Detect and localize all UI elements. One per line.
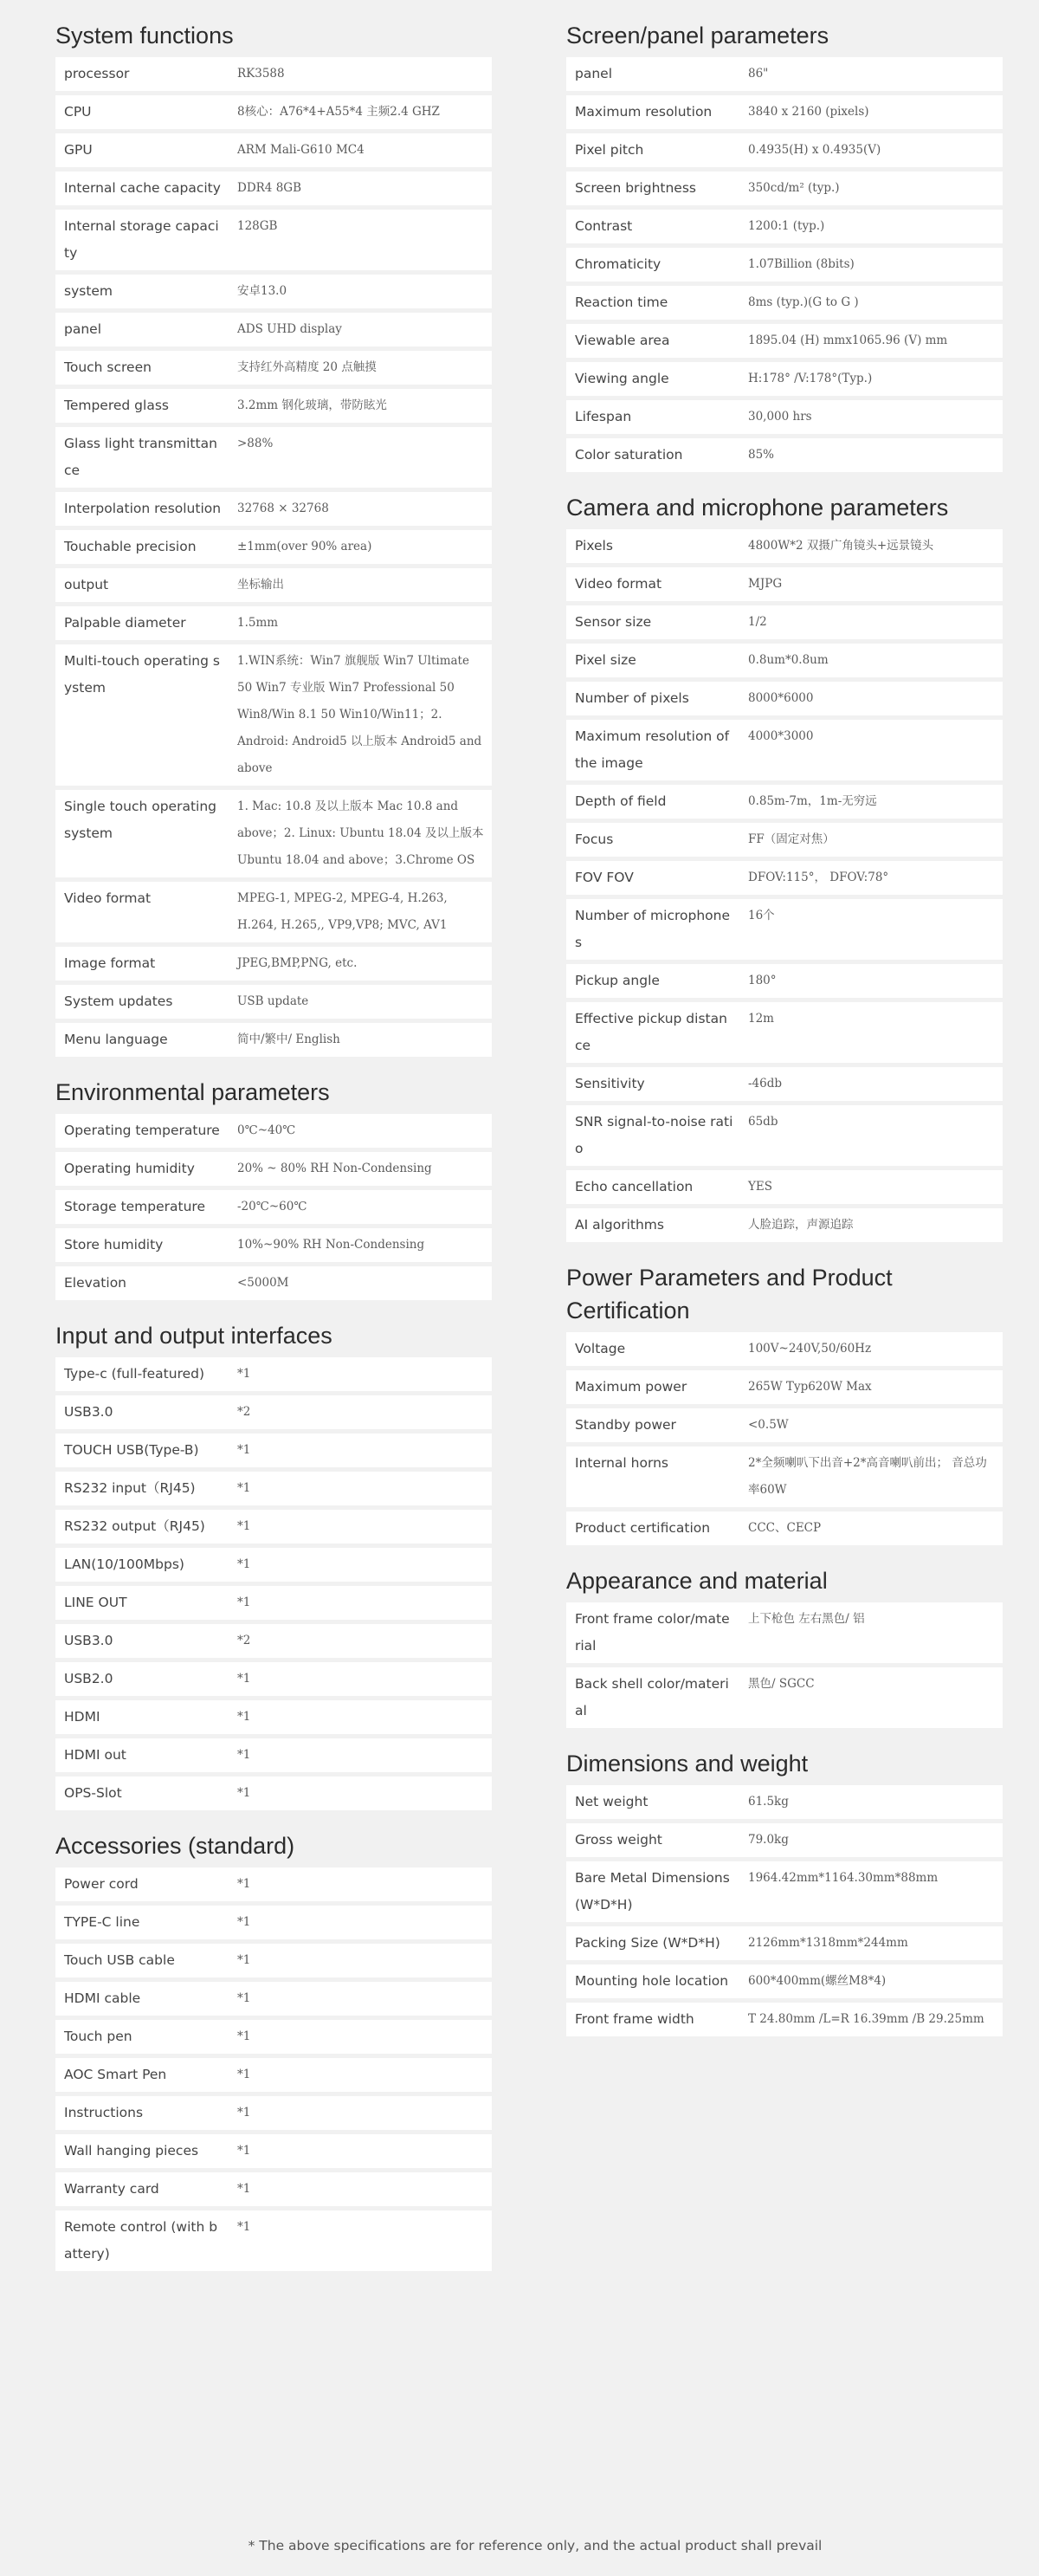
spec-row — [55, 985, 492, 1019]
spec-row — [55, 1472, 492, 1505]
spec-value: *1 — [237, 2144, 251, 2158]
spec-label: Single touch operating system — [64, 799, 217, 841]
spec-value: JPEG,BMP,PNG, etc. — [237, 956, 358, 970]
spec-label: panel — [64, 321, 102, 337]
spec-label: Color saturation — [575, 447, 683, 463]
section-title: Input and output interfaces — [55, 1323, 332, 1349]
spec-label: Lifespan — [575, 409, 632, 424]
section-power-parameters-and-product-certification — [566, 1261, 1003, 1545]
right-column — [566, 0, 1003, 2041]
spec-value: 2*全频喇叭下出音+2*高音喇叭前出； 音总功率60W — [748, 1456, 987, 1497]
spec-label: Pickup angle — [575, 973, 660, 988]
spec-value: H:178° /V:178°(Typ.) — [748, 372, 873, 385]
spec-label: Touchable precision — [64, 539, 197, 554]
spec-row — [55, 95, 492, 129]
spec-row — [55, 1738, 492, 1772]
spec-label: Video format — [575, 576, 662, 592]
spec-label: Back shell color/material — [575, 1676, 729, 1718]
spec-value: 3.2mm 钢化玻璃，带防眩光 — [237, 398, 387, 412]
spec-value: T 24.80mm /L=R 16.39mm /B 29.25mm — [748, 2012, 984, 2026]
spec-value: 8000*6000 — [748, 691, 814, 705]
spec-row — [55, 172, 492, 205]
spec-value: DFOV:115°， DFOV:78° — [748, 871, 889, 884]
spec-value: -46db — [748, 1077, 783, 1091]
spec-label: TOUCH USB(Type-B) — [64, 1442, 199, 1458]
spec-value: 86" — [748, 67, 769, 81]
spec-row — [566, 964, 1003, 998]
spec-row — [55, 210, 492, 270]
spec-label: Video format — [64, 890, 152, 906]
spec-value: 600*400mm(螺丝M8*4) — [748, 1974, 887, 1988]
spec-label: AI algorithms — [575, 1217, 664, 1233]
spec-row — [566, 682, 1003, 715]
spec-row — [566, 823, 1003, 857]
spec-row — [55, 1152, 492, 1186]
spec-row — [55, 1944, 492, 1977]
spec-row — [566, 1964, 1003, 1998]
footnote: * The above specifications are for reference only, and the actual product shall prevail — [248, 2538, 823, 2553]
spec-label: Packing Size (W*D*H) — [575, 1935, 720, 1951]
spec-value: *1 — [237, 1481, 251, 1495]
spec-value: 128GB — [237, 219, 278, 233]
spec-row — [566, 899, 1003, 960]
spec-value: *1 — [237, 1367, 251, 1381]
spec-row — [55, 2172, 492, 2206]
spec-value: 0.85m-7m，1m-无穷远 — [748, 794, 877, 808]
spec-row — [566, 529, 1003, 563]
spec-row — [55, 313, 492, 346]
spec-label: USB2.0 — [64, 1671, 113, 1686]
spec-label: RS232 input（RJ45) — [64, 1480, 196, 1496]
spec-row — [55, 790, 492, 877]
spec-value: 265W Typ620W Max — [748, 1380, 872, 1394]
spec-row — [55, 2058, 492, 2092]
spec-label: Internal storage capacity — [64, 218, 219, 261]
spec-value: 1964.42mm*1164.30mm*88mm — [748, 1871, 939, 1885]
spec-label: Net weight — [575, 1794, 649, 1809]
spec-value: 0℃~40℃ — [237, 1123, 296, 1137]
spec-row — [55, 568, 492, 602]
spec-label: USB3.0 — [64, 1633, 113, 1648]
spec-value: *2 — [237, 1405, 251, 1419]
spec-label: Store humidity — [64, 1237, 164, 1252]
spec-value: *2 — [237, 1634, 251, 1647]
spec-row — [55, 1548, 492, 1582]
section-dimensions-and-weight — [566, 1747, 1003, 2036]
spec-value: 12m — [748, 1012, 774, 1026]
section-input-and-output-interfaces — [55, 1319, 492, 1810]
spec-row — [566, 1332, 1003, 1366]
spec-label: OPS-Slot — [64, 1785, 122, 1801]
spec-row — [566, 324, 1003, 358]
spec-row — [55, 947, 492, 981]
spec-row — [566, 438, 1003, 472]
spec-value: 100V~240V,50/60Hz — [748, 1342, 872, 1356]
spec-value: ADS UHD display — [237, 322, 342, 336]
spec-label: output — [64, 577, 109, 592]
spec-label: Instructions — [64, 2105, 144, 2120]
spec-row — [566, 133, 1003, 167]
spec-row — [566, 248, 1003, 282]
spec-value: *1 — [237, 1595, 251, 1609]
spec-label: Touch USB cable — [64, 1952, 175, 1968]
spec-value: >88% — [237, 437, 274, 450]
spec-value: *1 — [237, 2029, 251, 2043]
spec-label: HDMI — [64, 1709, 100, 1725]
spec-row — [55, 1023, 492, 1057]
spec-row — [55, 1624, 492, 1658]
spec-row — [55, 1190, 492, 1224]
spec-value: *1 — [237, 1915, 251, 1929]
spec-label: Maximum resolution — [575, 104, 713, 120]
spec-row — [566, 605, 1003, 639]
spec-row — [566, 2003, 1003, 2036]
section-title: Appearance and material — [566, 1568, 828, 1594]
spec-value: 79.0kg — [748, 1833, 789, 1847]
spec-row — [55, 1662, 492, 1696]
section-appearance-and-material — [566, 1564, 1003, 1728]
spec-row — [566, 720, 1003, 780]
spec-value: RK3588 — [237, 67, 285, 81]
spec-label: Type-c (full-featured) — [64, 1366, 205, 1382]
spec-value: 180° — [748, 974, 777, 987]
spec-row — [55, 1906, 492, 1939]
spec-value: 61.5kg — [748, 1795, 789, 1809]
spec-row — [55, 1982, 492, 2016]
spec-label: RS232 output（RJ45) — [64, 1518, 205, 1534]
spec-value: 65db — [748, 1115, 778, 1129]
spec-value: 1. Mac: 10.8 及以上版本 Mac 10.8 and above；2. Linux: Ubuntu 18.04 及以上版本 Ubuntu 18.04 and above；3.Chrome OS — [237, 799, 484, 867]
spec-label: HDMI out — [64, 1747, 126, 1763]
spec-value: *1 — [237, 1519, 251, 1533]
spec-label: Pixel pitch — [575, 142, 644, 158]
spec-label: Elevation — [64, 1275, 126, 1291]
spec-row — [55, 1395, 492, 1429]
spec-label: Standby power — [575, 1417, 676, 1433]
section-title: Screen/panel parameters — [566, 23, 829, 49]
spec-row — [55, 1700, 492, 1734]
spec-row — [55, 492, 492, 526]
spec-row — [566, 95, 1003, 129]
spec-row — [55, 606, 492, 640]
section-title: Camera and microphone parameters — [566, 495, 949, 521]
spec-label: Storage temperature — [64, 1199, 205, 1214]
spec-row — [55, 1867, 492, 1901]
spec-label: Maximum power — [575, 1379, 687, 1395]
spec-value: <5000M — [237, 1276, 289, 1290]
spec-label: Pixel size — [575, 652, 636, 668]
spec-row — [566, 1170, 1003, 1204]
spec-label: Touch pen — [64, 2029, 132, 2044]
spec-value: 85% — [748, 448, 775, 462]
spec-label: Wall hanging pieces — [64, 2143, 199, 2159]
spec-row — [566, 1408, 1003, 1442]
section-title: Accessories (standard) — [55, 1833, 295, 1859]
spec-label: Effective pickup distance — [575, 1011, 727, 1053]
section-camera-and-microphone-parameters — [566, 491, 1003, 1242]
spec-row — [55, 2134, 492, 2168]
spec-value: DDR4 8GB — [237, 181, 301, 195]
spec-value: -20℃~60℃ — [237, 1200, 307, 1214]
spec-value: 黑色/ SGCC — [748, 1677, 815, 1691]
spec-label: Touch screen — [64, 359, 152, 375]
spec-value: 1200:1 (typ.) — [748, 219, 825, 233]
spec-label: Number of microphones — [575, 908, 731, 950]
spec-row — [55, 1228, 492, 1262]
spec-value: YES — [748, 1180, 773, 1194]
spec-value: ±1mm(over 90% area) — [237, 540, 372, 553]
spec-label: Operating humidity — [64, 1161, 195, 1176]
spec-row — [55, 1357, 492, 1391]
spec-value: *1 — [237, 1672, 251, 1686]
spec-label: Product certification — [575, 1520, 711, 1536]
spec-value: MPEG-1, MPEG-2, MPEG-4, H.263, H.264, H.265,, VP9,VP8; MVC, AV1 — [237, 891, 448, 932]
spec-row — [566, 1861, 1003, 1922]
spec-row — [566, 210, 1003, 243]
spec-label: Image format — [64, 955, 156, 971]
spec-label: Sensitivity — [575, 1076, 645, 1091]
spec-value: 简中/繁中/ English — [237, 1032, 340, 1046]
spec-value: *1 — [237, 1877, 251, 1891]
spec-label: Focus — [575, 832, 614, 847]
spec-row — [55, 2096, 492, 2130]
spec-row — [566, 1511, 1003, 1545]
spec-label: TYPE-C line — [64, 1914, 140, 1930]
spec-row — [55, 644, 492, 786]
spec-value: *1 — [237, 2182, 251, 2196]
spec-label: Operating temperature — [64, 1123, 220, 1138]
spec-label: Front frame color/material — [575, 1611, 730, 1654]
spec-label: Echo cancellation — [575, 1179, 694, 1194]
spec-row — [566, 1105, 1003, 1166]
spec-value: 1.07Billion (8bits) — [748, 257, 855, 271]
spec-value: 30,000 hrs — [748, 410, 812, 424]
spec-row — [55, 57, 492, 91]
spec-row — [566, 1447, 1003, 1507]
spec-label: Internal horns — [575, 1455, 668, 1471]
spec-row — [566, 172, 1003, 205]
spec-row — [566, 286, 1003, 320]
spec-value: MJPG — [748, 577, 783, 591]
spec-value: 支持红外高精度 20 点触摸 — [237, 360, 377, 374]
spec-row — [55, 1114, 492, 1148]
spec-row — [566, 1208, 1003, 1242]
spec-row — [55, 2020, 492, 2054]
spec-value: *1 — [237, 1443, 251, 1457]
spec-label: Maximum resolution of the image — [575, 728, 730, 771]
spec-row — [566, 362, 1003, 396]
spec-row — [55, 351, 492, 385]
spec-label: CPU — [64, 104, 92, 120]
spec-row — [566, 644, 1003, 677]
spec-value: *1 — [237, 1748, 251, 1762]
spec-row — [55, 133, 492, 167]
spec-row — [566, 1926, 1003, 1960]
spec-value: 上下枪色 左右黑色/ 铝 — [748, 1612, 865, 1626]
spec-label: Reaction time — [575, 294, 668, 310]
spec-value: 1/2 — [748, 615, 767, 629]
spec-row — [566, 1067, 1003, 1101]
spec-row — [55, 1777, 492, 1810]
spec-row — [55, 2210, 492, 2271]
section-title: Power Parameters and Product Certification — [566, 1265, 893, 1324]
spec-value: *1 — [237, 2068, 251, 2081]
spec-label: Front frame width — [575, 2011, 694, 2027]
spec-value: <0.5W — [748, 1418, 789, 1432]
spec-label: Palpable diameter — [64, 615, 186, 631]
spec-value: 0.4935(H) x 0.4935(V) — [748, 143, 881, 157]
spec-row — [55, 1266, 492, 1300]
spec-label: processor — [64, 66, 130, 81]
spec-label: LINE OUT — [64, 1595, 127, 1610]
spec-row — [55, 275, 492, 308]
spec-row — [566, 567, 1003, 601]
spec-label: panel — [575, 66, 613, 81]
section-title: System functions — [55, 23, 234, 49]
spec-label: Menu language — [64, 1032, 168, 1047]
spec-value: 坐标输出 — [237, 578, 284, 592]
left-column — [55, 0, 492, 2275]
spec-row — [566, 1370, 1003, 1404]
spec-label: HDMI cable — [64, 1990, 141, 2006]
spec-label: Number of pixels — [575, 690, 689, 706]
spec-value: USB update — [237, 994, 309, 1008]
section-title: Environmental parameters — [55, 1079, 330, 1105]
spec-value: *1 — [237, 1953, 251, 1967]
spec-value: *1 — [237, 2106, 251, 2120]
spec-label: Interpolation resolution — [64, 501, 222, 516]
spec-value: 32768 × 32768 — [237, 502, 329, 515]
spec-value: *1 — [237, 1557, 251, 1571]
spec-row — [566, 1602, 1003, 1663]
spec-value: 20% ~ 80% RH Non-Condensing — [237, 1162, 432, 1175]
spec-row — [566, 785, 1003, 819]
spec-value: 1895.04 (H) mmx1065.96 (V) mm — [748, 333, 948, 347]
spec-label: Pixels — [575, 538, 613, 553]
spec-label: Mounting hole location — [575, 1973, 729, 1989]
spec-row — [55, 530, 492, 564]
spec-label: Viewing angle — [575, 371, 669, 386]
spec-value: 2126mm*1318mm*244mm — [748, 1936, 908, 1950]
spec-label: Warranty card — [64, 2181, 159, 2197]
spec-value: 人脸追踪，声源追踪 — [748, 1218, 854, 1232]
spec-value: 10%~90% RH Non-Condensing — [237, 1238, 425, 1252]
spec-label: Chromaticity — [575, 256, 661, 272]
spec-value: 8核心：A76*4+A55*4 主频2.4 GHZ — [237, 105, 440, 119]
spec-label: USB3.0 — [64, 1404, 113, 1420]
spec-label: Screen brightness — [575, 180, 696, 196]
spec-label: Internal cache capacity — [64, 180, 221, 196]
spec-row — [566, 1002, 1003, 1063]
spec-label: Gross weight — [575, 1832, 662, 1848]
spec-label: Glass light transmittance — [64, 436, 217, 478]
spec-value: 4000*3000 — [748, 729, 814, 743]
section-screen-panel-parameters — [566, 19, 1003, 472]
spec-value: 0.8um*0.8um — [748, 653, 829, 667]
spec-value: 安卓13.0 — [237, 284, 287, 298]
spec-value: 4800W*2 双摄广角镜头+远景镜头 — [748, 539, 934, 553]
spec-value: 350cd/m² (typ.) — [748, 181, 840, 195]
spec-label: Remote control (with battery) — [64, 2219, 218, 2262]
spec-row — [55, 427, 492, 488]
spec-value: 1.WIN系统：Win7 旗舰版 Win7 Ultimate 50 Win7 专业版 Win7 Professional 50 Win8/Win 8.1 50 Win10/Win11；2. Android: Android5 以上版本 Android5 and above — [237, 654, 482, 775]
spec-label: Viewable area — [575, 333, 670, 348]
spec-label: Bare Metal Dimensions (W*D*H) — [575, 1870, 730, 1913]
spec-row — [55, 1434, 492, 1467]
spec-row — [566, 1823, 1003, 1857]
spec-label: AOC Smart Pen — [64, 2067, 167, 2082]
spec-value: *1 — [237, 1710, 251, 1724]
spec-label: system — [64, 283, 113, 299]
spec-row — [55, 389, 492, 423]
spec-row — [55, 882, 492, 942]
spec-row — [566, 861, 1003, 895]
spec-value: ARM Mali-G610 MC4 — [237, 143, 365, 157]
spec-label: FOV FOV — [575, 870, 634, 885]
spec-row — [55, 1510, 492, 1544]
spec-label: SNR signal-to-noise ratio — [575, 1114, 733, 1156]
spec-label: Tempered glass — [64, 398, 169, 413]
spec-label: GPU — [64, 142, 93, 158]
spec-label: Contrast — [575, 218, 633, 234]
spec-label: LAN(10/100Mbps) — [64, 1557, 184, 1572]
spec-value: CCC、CECP — [748, 1521, 822, 1535]
spec-value: *1 — [237, 1786, 251, 1800]
spec-row — [566, 57, 1003, 91]
spec-value: FF（固定对焦） — [748, 832, 835, 846]
spec-value: *1 — [237, 2220, 251, 2234]
spec-row — [566, 1785, 1003, 1819]
spec-value: 16个 — [748, 909, 775, 922]
section-system-functions — [55, 19, 492, 1057]
spec-label: Voltage — [575, 1341, 626, 1356]
spec-value: 8ms (typ.)(G to G ) — [748, 295, 859, 309]
section-title: Dimensions and weight — [566, 1751, 809, 1777]
spec-row — [55, 1586, 492, 1620]
spec-value: 1.5mm — [237, 616, 279, 630]
spec-value: *1 — [237, 1991, 251, 2005]
spec-row — [566, 400, 1003, 434]
spec-label: Sensor size — [575, 614, 652, 630]
spec-label: System updates — [64, 994, 173, 1009]
spec-label: Power cord — [64, 1876, 139, 1892]
spec-row — [566, 1667, 1003, 1728]
spec-value: 3840 x 2160 (pixels) — [748, 105, 869, 119]
section-environmental-parameters — [55, 1076, 492, 1300]
spec-label: Depth of field — [575, 793, 667, 809]
section-accessories-standard — [55, 1829, 492, 2271]
spec-label: Multi-touch operating system — [64, 653, 220, 696]
